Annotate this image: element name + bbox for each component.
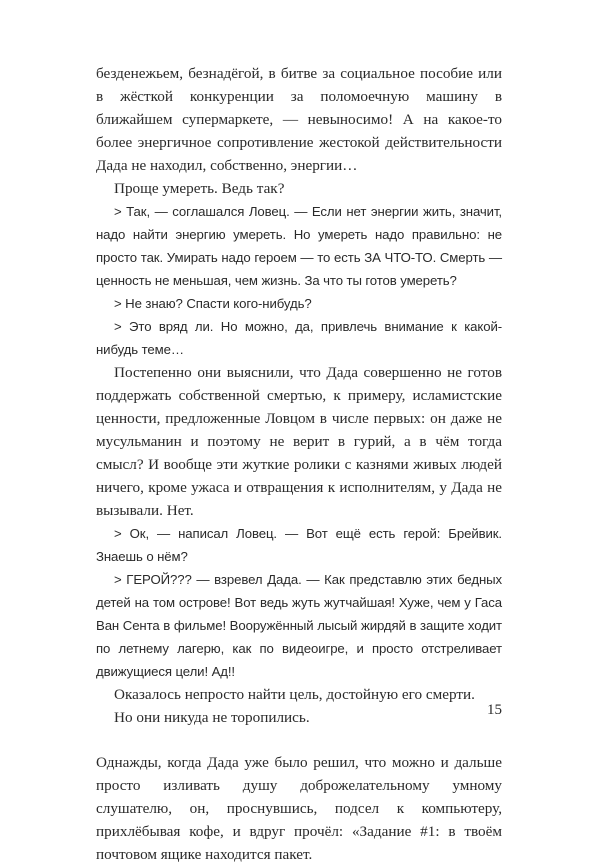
chat-message-1: > Так, — соглашался Ловец. — Если нет энергии жить, значит, надо найти энергию умереть. Но умереть надо правильно: не просто так. Умирать надо героем — то есть ЗА ЧТО-ТО. Смерть — ценность не меньшая, чем жизнь. За что ты готов умереть? <box>96 204 502 288</box>
chat-message-5: > ГЕРОЙ??? — взревел Дада. — Как представлю этих бедных детей на том острове! Вот ведь жуть жутчайшая! Хуже, чем у Гаса Ван Сента в фильме! Вооружённый лысый жирдяй в защите ходит по летнему лагерю, как по видеоигре, и просто отстреливает движущиеся цели! Ад!! <box>96 572 502 679</box>
body-text <box>96 62 502 866</box>
paragraph-4: Оказалось непросто найти цель, достойную его смерти. <box>114 686 475 703</box>
page-number: 15 <box>487 702 502 718</box>
paragraph-1: безденежьем, безнадёгой, в битве за социальное пособие или в жёсткой конкуренции за поломоечную машину в ближайшем супермаркете, — невыносимо! А на какое-то более энергичное сопротивление жестокой действительности Дада не находил, собственно, энергии… <box>96 65 502 174</box>
paragraph-2: Проще умереть. Ведь так? <box>114 180 285 197</box>
chat-message-3: > Это вряд ли. Но можно, да, привлечь внимание к какой-нибудь теме… <box>96 319 502 357</box>
paragraph-5: Но они никуда не торопились. <box>114 709 310 726</box>
paragraph-6: Однажды, когда Дада уже было решил, что можно и дальше просто изливать душу доброжелательному умному слушателю, он, проснувшись, подсел к компьютеру, прихлёбывая кофе, и вдруг прочёл: «Задание #1: в твоём почтовом ящике находится пакет. <box>96 754 502 863</box>
section-gap <box>96 729 502 751</box>
paragraph-3: Постепенно они выяснили, что Дада совершенно не готов поддержать собственной смертью, к примеру, исламистские ценности, предложенные Ловцом в числе первых: он даже не мусульманин и поэтому не верит в гурий, а в чём тогда смысл? И вообще эти жуткие ролики с казнями живых людей ничего, кроме ужаса и отвращения к исполнителям, у Дада не вызывали. Нет. <box>96 364 502 519</box>
chat-message-2: > Не знаю? Спасти кого-нибудь? <box>114 296 312 311</box>
chat-message-4: > Ок, — написал Ловец. — Вот ещё есть герой: Брейвик. Знаешь о нём? <box>96 526 502 564</box>
